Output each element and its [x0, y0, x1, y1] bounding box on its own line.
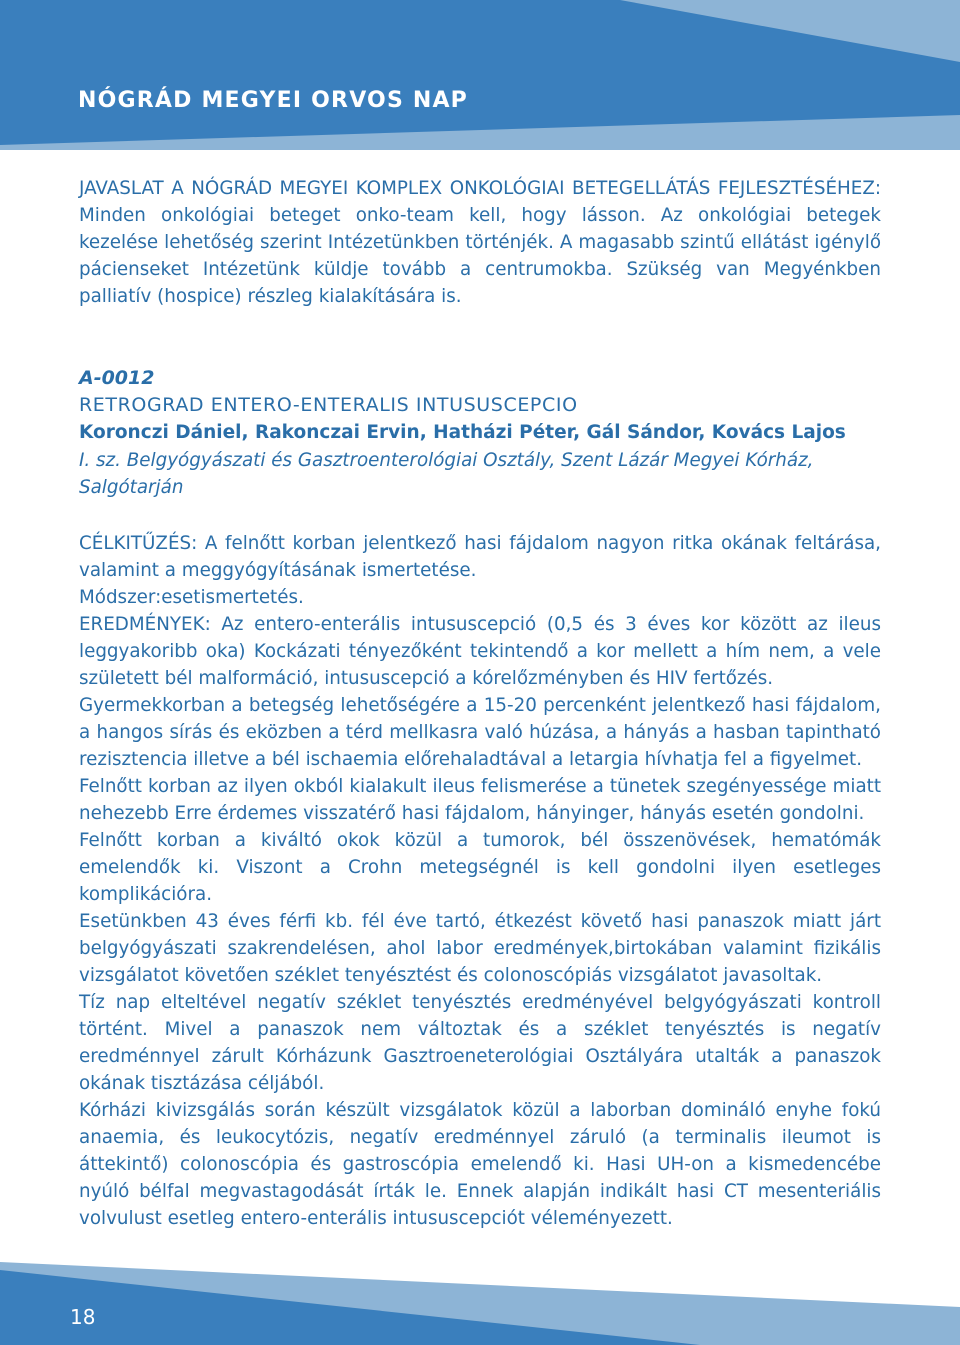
- abstract-paragraph-objective: CÉLKITŰZÉS: A felnőtt korban jelentkező hasi fájdalom nagyon ritka okának feltárása, valamint a meggyógyításának ismertetése.: [79, 533, 881, 581]
- abstract-id: A-0012: [79, 367, 155, 389]
- footer-band: [0, 1262, 960, 1345]
- abstract-paragraph-adult-causes: Felnőtt korban a kiváltó okok közül a tumorok, bél összenövések, hematómák emelendők ki. Viszont a Crohn metegségnél is kell gondolni ilyen esetleges komplikációra.: [79, 830, 881, 905]
- abstract-body: [79, 530, 881, 1232]
- abstract-title: RETROGRAD ENTERO-ENTERALIS INTUSUSCEPCIO: [79, 394, 578, 416]
- abstract-paragraph-hospital: Kórházi kivizsgálás során készült vizsgálatok közül a laborban domináló enyhe fokú anaemia, és leukocytózis, negatív eredménnyel záruló (a terminalis ileumot is áttekintő) colonoscópia és gastroscópia emelendő ki. Hasi UH-on a kismedencébe nyúló bélfal megvastagodását írták le. Ennek alapján indikált hasi CT mesenteriális volvulust esetleg entero-enterális intususcepciót véleményezett.: [79, 1100, 881, 1229]
- abstract-affiliation: I. sz. Belgyógyászati és Gasztroenterológiai Osztály, Szent Lázár Megyei Kórház, Salgótarján: [79, 450, 814, 498]
- page-number: 18: [70, 1305, 96, 1329]
- abstract-paragraph-childhood: Gyermekkorban a betegség lehetőségére a 15-20 percenként jelentkező hasi fájdalom, a hangos sírás és eközben a térd mellkasra való húzása, a hányás a hasban tapintható rezisztencia illetve a bél ischaemia előrehaladtával a letargia hívhatja fel a figyelmet.: [79, 695, 881, 770]
- abstract-authors: Koronczi Dániel, Rakonczai Ervin, Hatházi Péter, Gál Sándor, Kovács Lajos: [79, 422, 846, 443]
- header-band: [0, 0, 960, 150]
- page-header-title: NÓGRÁD MEGYEI ORVOS NAP: [78, 88, 469, 113]
- abstract-paragraph-method: Módszer:esetismertetés.: [79, 587, 304, 608]
- proposal-paragraph: JAVASLAT A NÓGRÁD MEGYEI KOMPLEX ONKOLÓGIAI BETEGELLÁTÁS FEJLESZTÉSÉHEZ: Minden onkológiai beteget onko-team kell, hogy lásson. Az onkológiai betegek kezelése lehetőség szerint Intézetünkben történjék. A magasabb szintű ellátást igénylő pácienseket Intézetünk küldje tovább a centrumokba. Szükség van Megyénkben palliatív (hospice) részleg kialakítására is.: [79, 178, 881, 307]
- abstract-paragraph-case: Esetünkben 43 éves férfi kb. fél éve tartó, étkezést követő hasi panaszok miatt járt belgyógyászati szakrendelésen, ahol labor eredmények,birtokában valamint fizikális vizsgálatot követően széklet tenyésztést és colonoscópiás vizsgálatot javasoltak.: [79, 911, 881, 986]
- abstract-paragraph-adult-ileus: Felnőtt korban az ilyen okból kialakult ileus felismerése a tünetek szegényessége miatt nehezebb Erre érdemes visszatérő hasi fájdalom, hányinger, hányás esetén gondolni.: [79, 776, 881, 824]
- abstract-paragraph-control: Tíz nap elteltével negatív széklet tenyésztés eredményével belgyógyászati kontroll történt. Mivel a panaszok nem változtak és a széklet tenyésztés is negatív eredménnyel zárult Kórházunk Gasztroeneterológiai Osztályára utalták a panaszok okának tisztázása céljából.: [79, 992, 881, 1094]
- abstract-paragraph-results: EREDMÉNYEK: Az entero-enterális intususcepció (0,5 és 3 éves kor között az ileus leggyakoribb oka) Kockázati tényezőként tekintendő a kor mellett a hím nem, a vele született bél malformáció, intususcepció a kórelőzményben és HIV fertőzés.: [79, 614, 881, 689]
